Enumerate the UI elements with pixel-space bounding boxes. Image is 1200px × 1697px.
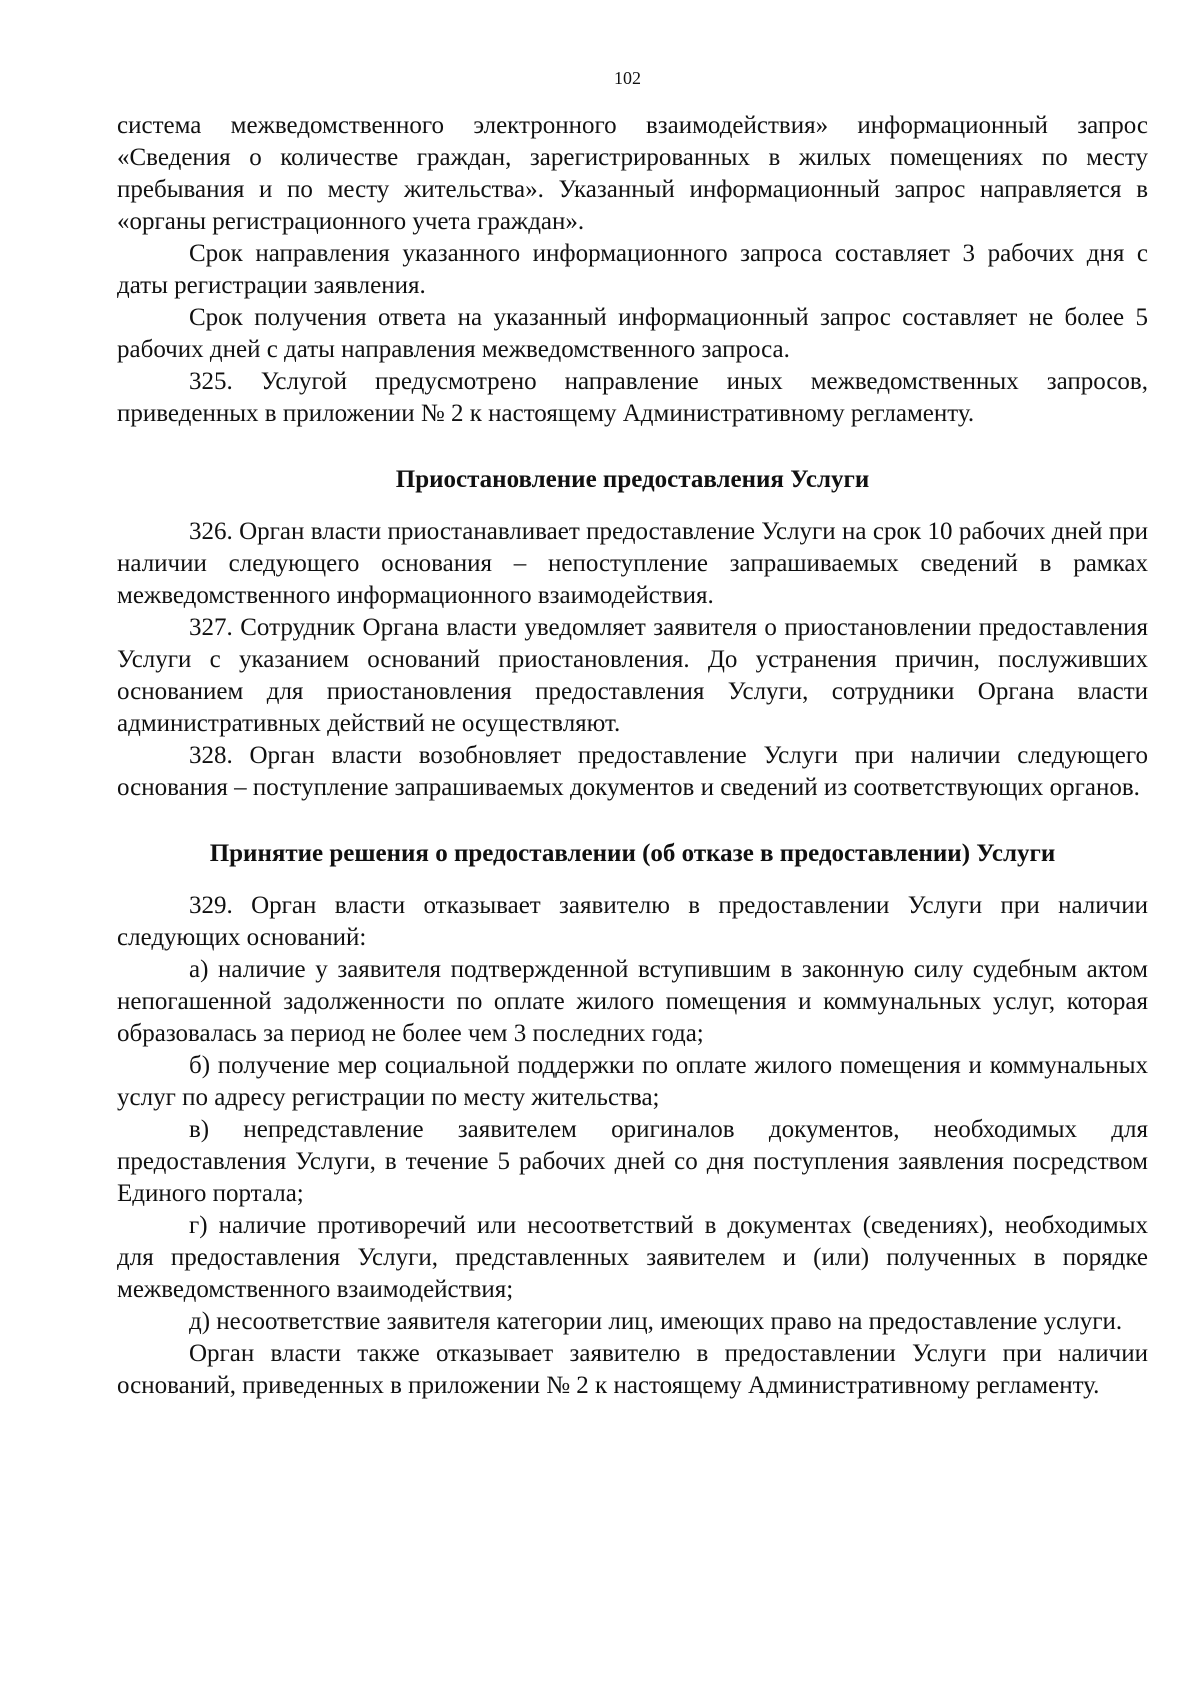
section-heading-decision: Принятие решения о предоставлении (об отказе в предоставлении) Услуги — [209, 840, 1056, 867]
list-item-v: в) непредставление заявителем оригиналов документов, необходимых для предоставления Услуги, в течение 5 рабочих дней со дня поступления заявления посредством Единого портала; — [117, 1116, 1148, 1207]
list-item-g: г) наличие противоречий или несоответствий в документах (сведениях), необходимых для предоставления Услуги, представленных заявителем и (или) полученных в порядке межведомственного взаимодействия; — [117, 1212, 1148, 1303]
intro-paragraph-2: Срок направления указанного информационного запроса составляет 3 рабочих дня с даты регистрации заявления. — [117, 240, 1148, 299]
list-item-d: д) несоответствие заявителя категории лиц, имеющих право на предоставление услуги. — [189, 1308, 1123, 1335]
paragraph-325: 325. Услугой предусмотрено направление иных межведомственных запросов, приведенных в приложении № 2 к настоящему Административному регламенту. — [117, 368, 1148, 427]
section-heading-suspension: Приостановление предоставления Услуги — [395, 466, 870, 493]
list-item-b: б) получение мер социальной поддержки по оплате жилого помещения и коммунальных услуг по адресу регистрации по месту жительства; — [117, 1052, 1148, 1111]
paragraph-329: 329. Орган власти отказывает заявителю в предоставлении Услуги при наличии следующих оснований: — [117, 892, 1148, 951]
list-item-a: а) наличие у заявителя подтвержденной вступившим в законную силу судебным актом непогашенной задолженности по оплате жилого помещения и коммунальных услуг, которая образовалась за период не более чем 3 последних года; — [117, 956, 1148, 1047]
page-number: 102 — [614, 68, 641, 88]
closing-paragraph: Орган власти также отказывает заявителю в предоставлении Услуги при наличии оснований, приведенных в приложении № 2 к настоящему Административному регламенту. — [117, 1340, 1148, 1399]
paragraph-327: 327. Сотрудник Органа власти уведомляет заявителя о приостановлении предоставления Услуги с указанием оснований приостановления. До устранения причин, послуживших основанием для приостановления предоставления Услуги, сотрудники Органа власти административных действий не осуществляют. — [117, 614, 1148, 737]
paragraph-328: 328. Орган власти возобновляет предоставление Услуги при наличии следующего основания – поступление запрашиваемых документов и сведений из соответствующих органов. — [117, 742, 1148, 801]
intro-paragraph-3: Срок получения ответа на указанный информационный запрос составляет не более 5 рабочих дней с даты направления межведомственного запроса. — [117, 304, 1148, 363]
paragraph-326: 326. Орган власти приостанавливает предоставление Услуги на срок 10 рабочих дней при наличии следующего основания – непоступление запрашиваемых сведений в рамках межведомственного информационного взаимодействия. — [117, 518, 1148, 609]
intro-paragraph-1: система межведомственного электронного взаимодействия» информационный запрос «Сведения о количестве граждан, зарегистрированных в жилых помещениях по месту пребывания и по месту жительства». Указанный информационный запрос направляется в «органы регистрационного учета граждан». — [117, 112, 1148, 235]
